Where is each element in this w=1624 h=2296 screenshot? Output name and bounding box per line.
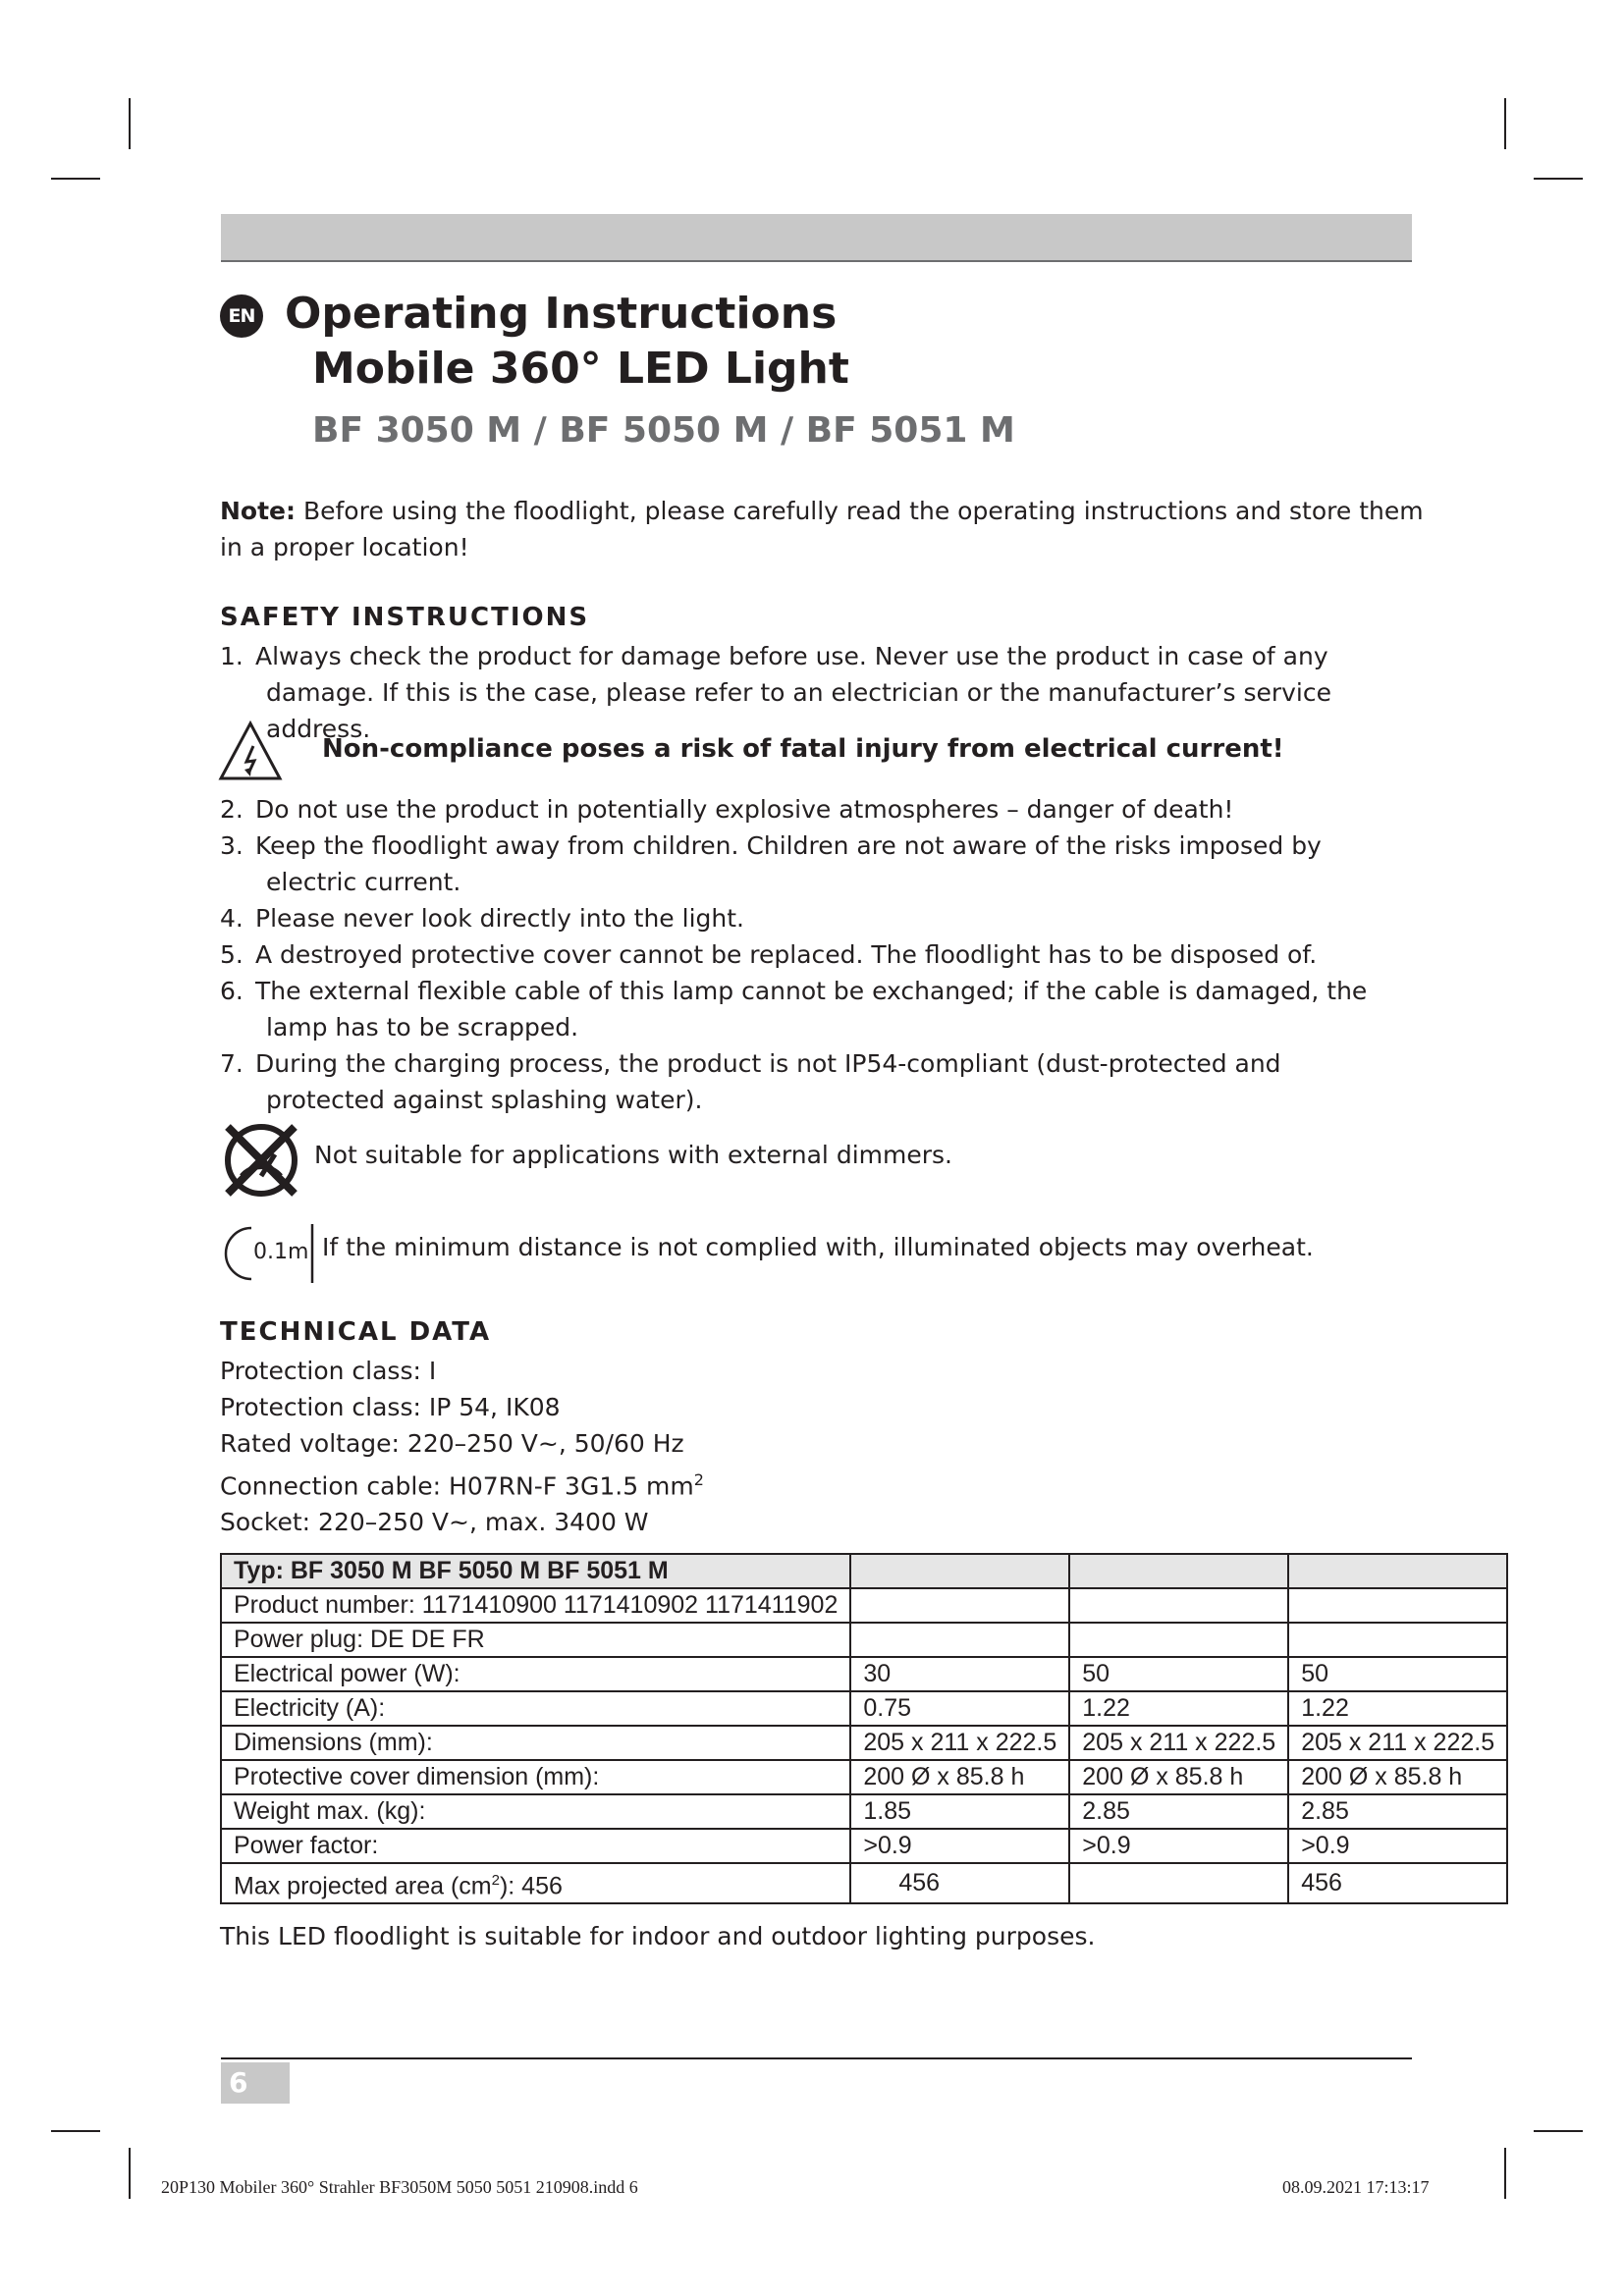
table-cell: 205 x 211 x 222.5 bbox=[850, 1726, 1069, 1760]
table-cell: 30 bbox=[850, 1657, 1069, 1691]
table-row bbox=[221, 1623, 1507, 1657]
crop-mark-top-right-h bbox=[1534, 178, 1583, 180]
print-slug-file: 20P130 Mobiler 360° Strahler BF3050M 5050 5051 210908.indd 6 bbox=[161, 2177, 638, 2197]
crop-mark-bottom-right bbox=[1504, 2148, 1506, 2199]
table-cell: >0.9 bbox=[1069, 1829, 1288, 1863]
table-cell: 200 Ø x 85.8 h bbox=[850, 1760, 1069, 1794]
table-cell bbox=[1069, 1588, 1288, 1623]
table-cell: 200 Ø x 85.8 h bbox=[1288, 1760, 1507, 1794]
item-text-cont: electric current. bbox=[266, 868, 461, 896]
safety-item-6 bbox=[220, 973, 1437, 1045]
item-number: 3. bbox=[220, 831, 244, 860]
item-number: 5. bbox=[220, 940, 244, 969]
page-title-line2: Mobile 360° LED Light bbox=[312, 344, 849, 394]
item-text-cont: protected against splashing water). bbox=[266, 1086, 703, 1114]
warning-text: Non-compliance poses a risk of fatal injury from electrical current! bbox=[322, 734, 1284, 764]
crop-mark-top-right bbox=[1504, 98, 1506, 149]
crop-mark-top-left-h bbox=[51, 178, 100, 180]
print-slug-date: 08.09.2021 17:13:17 bbox=[1282, 2177, 1430, 2197]
spec-connection-cable bbox=[220, 1462, 704, 1504]
no-dimmer-icon bbox=[220, 1119, 302, 1201]
technical-heading: TECHNICAL DATA bbox=[220, 1317, 492, 1347]
table-cell bbox=[1069, 1863, 1288, 1903]
page-number: 6 bbox=[221, 2062, 290, 2104]
language-badge: EN bbox=[220, 294, 263, 338]
table-row bbox=[221, 1726, 1507, 1760]
item-number: 2. bbox=[220, 795, 244, 824]
note-text: Before using the floodlight, please carefully read the operating instructions and store them bbox=[296, 497, 1424, 525]
item-text: During the charging process, the product is not IP54-compliant (dust-protected and bbox=[255, 1049, 1281, 1078]
table-row bbox=[221, 1554, 1507, 1588]
item-text: A destroyed protective cover cannot be replaced. The floodlight has to be disposed of. bbox=[255, 940, 1318, 969]
item-text: The external flexible cable of this lamp cannot be exchanged; if the cable is damaged, the bbox=[255, 977, 1368, 1005]
table-row bbox=[221, 1794, 1507, 1829]
table-row bbox=[221, 1657, 1507, 1691]
table-row bbox=[221, 1829, 1507, 1863]
crop-mark-top-left bbox=[129, 98, 131, 149]
table-cell: Power plug: DE DE FR bbox=[221, 1623, 850, 1657]
spec-protection-class: Protection class: I bbox=[220, 1357, 437, 1385]
item-number: 6. bbox=[220, 977, 244, 1005]
spec-socket: Socket: 220–250 V~, max. 3400 W bbox=[220, 1508, 649, 1537]
table-cell: 2.85 bbox=[1288, 1794, 1507, 1829]
safety-heading: SAFETY INSTRUCTIONS bbox=[220, 603, 590, 632]
table-cell: Power factor: bbox=[221, 1829, 850, 1863]
item-number: 1. bbox=[220, 642, 244, 670]
model-numbers: BF 3050 M / BF 5050 M / BF 5051 M bbox=[312, 410, 1015, 451]
cell-text: ): 456 bbox=[499, 1872, 563, 1900]
table-cell: Protective cover dimension (mm): bbox=[221, 1760, 850, 1794]
table-cell: Electrical power (W): bbox=[221, 1657, 850, 1691]
table-row bbox=[221, 1760, 1507, 1794]
dimmer-note: Not suitable for applications with external dimmers. bbox=[314, 1141, 952, 1169]
table-cell bbox=[850, 1623, 1069, 1657]
table-cell: Product number: 1171410900 1171410902 1171411902 bbox=[221, 1588, 850, 1623]
item-text-cont: lamp has to be scrapped. bbox=[266, 1013, 579, 1041]
item-text: Keep the floodlight away from children. Children are not aware of the risks imposed by bbox=[255, 831, 1322, 860]
safety-item-5 bbox=[220, 936, 1437, 973]
table-cell bbox=[1288, 1554, 1507, 1588]
table-cell: Electricity (A): bbox=[221, 1691, 850, 1726]
distance-label: 0.1m bbox=[253, 1240, 309, 1264]
spec-list bbox=[220, 1353, 704, 1540]
item-text-cont: damage. If this is the case, please refer to an electrician or the manufacturer’s service address. bbox=[266, 678, 1331, 743]
table-cell: 456 bbox=[850, 1863, 1069, 1903]
table-cell: >0.9 bbox=[1288, 1829, 1507, 1863]
table-cell: 456 bbox=[1288, 1863, 1507, 1903]
crop-mark-bottom-left bbox=[129, 2148, 131, 2199]
table-row bbox=[221, 1691, 1507, 1726]
cell-sup: 2 bbox=[491, 1872, 500, 1889]
table-cell: 1.22 bbox=[1288, 1691, 1507, 1726]
table-cell: 205 x 211 x 222.5 bbox=[1288, 1726, 1507, 1760]
item-number: 7. bbox=[220, 1049, 244, 1078]
cell-text: Max projected area (cm bbox=[234, 1872, 492, 1900]
electric-warning-icon bbox=[218, 721, 283, 781]
note-label: Note: bbox=[220, 497, 297, 525]
safety-item-7 bbox=[220, 1045, 1437, 1118]
table-row bbox=[221, 1863, 1507, 1903]
safety-item-4 bbox=[220, 900, 1437, 936]
table-cell: Dimensions (mm): bbox=[221, 1726, 850, 1760]
technical-data-table bbox=[220, 1553, 1508, 1904]
page-title-line1: Operating Instructions bbox=[285, 289, 838, 339]
note-line1 bbox=[220, 493, 1428, 529]
item-text: Do not use the product in potentially explosive atmospheres – danger of death! bbox=[255, 795, 1234, 824]
spec-cable-text: Connection cable: H07RN-F 3G1.5 mm bbox=[220, 1471, 694, 1501]
table-cell: 1.22 bbox=[1069, 1691, 1288, 1726]
table-cell bbox=[1288, 1623, 1507, 1657]
table-cell: 205 x 211 x 222.5 bbox=[1069, 1726, 1288, 1760]
table-cell: 0.75 bbox=[850, 1691, 1069, 1726]
table-cell: >0.9 bbox=[850, 1829, 1069, 1863]
spec-ip-rating: Protection class: IP 54, IK08 bbox=[220, 1393, 561, 1421]
table-cell: Typ: BF 3050 M BF 5050 M BF 5051 M bbox=[221, 1554, 850, 1588]
spec-cable-sup: 2 bbox=[693, 1470, 704, 1489]
crop-mark-bottom-left-h bbox=[51, 2130, 100, 2132]
table-row bbox=[221, 1588, 1507, 1623]
crop-mark-bottom-right-h bbox=[1534, 2130, 1583, 2132]
closing-note: This LED floodlight is suitable for indoor and outdoor lighting purposes. bbox=[220, 1922, 1096, 1950]
safety-item-3 bbox=[220, 828, 1437, 900]
table-cell bbox=[850, 1554, 1069, 1588]
table-cell: 50 bbox=[1069, 1657, 1288, 1691]
header-bar bbox=[221, 214, 1412, 262]
spec-rated-voltage: Rated voltage: 220–250 V~, 50/60 Hz bbox=[220, 1429, 684, 1458]
item-number: 4. bbox=[220, 904, 244, 933]
table-cell: 2.85 bbox=[1069, 1794, 1288, 1829]
safety-item-2 bbox=[220, 791, 1437, 828]
table-cell bbox=[1288, 1588, 1507, 1623]
table-cell: 50 bbox=[1288, 1657, 1507, 1691]
minimum-distance-icon bbox=[218, 1222, 316, 1285]
table-cell: 200 Ø x 85.8 h bbox=[1069, 1760, 1288, 1794]
table-cell bbox=[1069, 1623, 1288, 1657]
note-line2: in a proper location! bbox=[220, 533, 469, 561]
table-cell: Weight max. (kg): bbox=[221, 1794, 850, 1829]
table-cell: 1.85 bbox=[850, 1794, 1069, 1829]
distance-note: If the minimum distance is not complied with, illuminated objects may overheat. bbox=[322, 1233, 1314, 1261]
table-cell bbox=[221, 1863, 850, 1903]
footer-rule bbox=[221, 2057, 1412, 2059]
table-cell bbox=[850, 1588, 1069, 1623]
safety-item-1 bbox=[220, 638, 1437, 747]
note-paragraph bbox=[220, 493, 1428, 565]
item-text: Always check the product for damage before use. Never use the product in case of any bbox=[255, 642, 1328, 670]
item-text: Please never look directly into the light. bbox=[255, 904, 744, 933]
table-cell bbox=[1069, 1554, 1288, 1588]
